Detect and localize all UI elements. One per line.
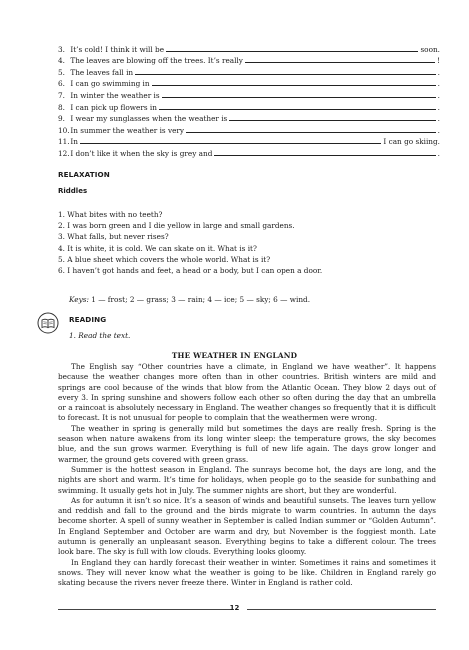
answer-blank[interactable] bbox=[162, 97, 436, 98]
relaxation-heading: RELAXATION bbox=[58, 170, 110, 179]
page-number: 12 bbox=[229, 604, 240, 612]
exercise-ending: . bbox=[437, 148, 440, 158]
exercise-text: In summer the weather is very bbox=[70, 125, 185, 135]
exercise-text: I wear my sunglasses when the weather is bbox=[70, 114, 228, 124]
exercise-text: 4. bbox=[58, 56, 65, 66]
answer-blank[interactable] bbox=[229, 120, 435, 121]
fill-in-exercise bbox=[58, 42, 440, 158]
exercise-ending: . bbox=[437, 90, 440, 100]
exercise-line bbox=[58, 88, 440, 100]
riddle-item: 2. I was born green and I die yellow in large and small gardens. bbox=[58, 221, 295, 231]
riddle-keys bbox=[69, 295, 310, 304]
exercise-line bbox=[58, 65, 440, 77]
exercise-line bbox=[58, 112, 440, 124]
answer-blank[interactable] bbox=[214, 155, 435, 156]
answer-blank[interactable] bbox=[186, 132, 436, 133]
exercise-line bbox=[58, 123, 440, 135]
reading-text bbox=[58, 362, 436, 589]
paragraph: Summer is the hottest season in England. The sunrays become hot, the days are long, and the nights are short and warm. It’s time for holidays, when people go to the seaside for sunbathing and swimming. It usually gets hot in July. The summer nights are short, but they are wonderful. bbox=[58, 464, 436, 495]
footer-divider-right bbox=[247, 609, 436, 610]
paragraph: In England they can hardly forecast their weather in winter. Sometimes it rains and sometimes it snows. They will never know what the weather is going to be like. Children in England rarely go skating because the rivers never freeze there. Winter in England is rather cold. bbox=[58, 557, 436, 588]
exercise-text: 5. bbox=[58, 67, 65, 77]
exercise-ending: . bbox=[437, 102, 440, 112]
exercise-text: I can go swimming in bbox=[70, 79, 150, 89]
riddle-item: 3. What falls, but never rises? bbox=[58, 232, 169, 242]
exercise-text: 8. bbox=[58, 102, 65, 112]
exercise-text: I don’t like it when the sky is grey and bbox=[70, 148, 213, 158]
exercise-ending: . bbox=[437, 67, 440, 77]
exercise-text: 6. bbox=[58, 79, 65, 89]
exercise-ending: . bbox=[437, 114, 440, 124]
exercise-text: 11. bbox=[58, 137, 70, 147]
exercise-ending: soon. bbox=[420, 44, 440, 54]
exercise-text: 10. bbox=[58, 125, 70, 135]
exercise-text: 9. bbox=[58, 114, 65, 124]
riddle-item: 4. It is white, it is cold. We can skate on it. What is it? bbox=[58, 243, 257, 253]
riddle-item: 5. A blue sheet which covers the whole world. What is it? bbox=[58, 254, 271, 264]
exercise-line bbox=[58, 100, 440, 112]
exercise-text: 12. bbox=[58, 148, 70, 158]
riddle-item: 6. I haven’t got hands and feet, a head or a body, but I can open a door. bbox=[58, 265, 323, 275]
keys-answers: 1 — frost; 2 — grass; 3 — rain; 4 — ice; 5 — sky; 6 — wind. bbox=[88, 295, 311, 304]
paragraph: The English say “Other countries have a climate, in England we have weather”. It happens because the weather changes more often than in other countries. British winters are mild and springs are cool because of the winds that blow from the Atlantic Ocean. They blow 2 days out of every 3. In spring sunshine and showers follow each other so often during the day that an umbrella or a raincoat is absolutely necessary in England. The weather changes so frequently that it is difficult to forecast. It is not unusual for people to complain that the weathermen were wrong. bbox=[58, 362, 436, 423]
exercise-line bbox=[58, 146, 440, 158]
paragraph: The weather in spring is generally mild but sometimes the days are really fresh. Spring is the season when nature awakens from its long winter sleep: the temperature grows, the sky becomes blue, and the sun grows warmer. Everything is full of new life again. The days grow longer and warmer, the ground gets covered with green grass. bbox=[58, 423, 436, 464]
exercise-line bbox=[58, 135, 440, 147]
exercise-text: In bbox=[70, 137, 78, 147]
exercise-line bbox=[58, 42, 440, 54]
paragraph: As for autumn it isn’t so nice. It’s a season of winds and beautiful sunsets. The leaves turn yellow and reddish and fall to the ground and the birds migrate to warm countries. In autumn the days become shorter. A spell of sunny weather in September is called Indian summer or “Golden Autumn”. In England September and October are warm and dry, but November is the foggiest month. Late autumn is generally an unpleasant season. Everything begins to take a different colour. The trees look bare. The sky is full with low clouds. Everything looks gloomy. bbox=[58, 495, 436, 557]
exercise-line bbox=[58, 77, 440, 89]
exercise-line bbox=[58, 54, 440, 66]
reading-task: 1. Read the text. bbox=[69, 331, 131, 340]
exercise-ending: . bbox=[437, 79, 440, 89]
riddles-subheading: Riddles bbox=[58, 187, 88, 195]
exercise-text: It’s cold! I think it will be bbox=[70, 44, 165, 54]
exercise-text: 7. bbox=[58, 90, 65, 100]
answer-blank[interactable] bbox=[80, 143, 382, 144]
exercise-ending: ! bbox=[437, 56, 440, 66]
answer-blank[interactable] bbox=[159, 109, 436, 110]
answer-blank[interactable] bbox=[152, 85, 436, 86]
riddle-item: 1. What bites with no teeth? bbox=[58, 210, 163, 219]
exercise-text: In winter the weather is bbox=[70, 90, 160, 100]
answer-blank[interactable] bbox=[166, 51, 418, 52]
riddle-list bbox=[58, 209, 443, 276]
exercise-ending: . bbox=[437, 125, 440, 135]
book-icon bbox=[37, 312, 59, 334]
answer-blank[interactable] bbox=[245, 62, 435, 63]
exercise-text: 3. bbox=[58, 44, 65, 54]
exercise-text: I can pick up flowers in bbox=[70, 102, 157, 112]
answer-blank[interactable] bbox=[135, 74, 436, 75]
reading-heading: READING bbox=[69, 315, 107, 324]
exercise-ending: I can go skiing. bbox=[383, 137, 440, 147]
exercise-text: The leaves fall in bbox=[70, 67, 134, 77]
keys-label: Keys: bbox=[69, 295, 89, 304]
text-title: THE WEATHER IN ENGLAND bbox=[171, 351, 298, 360]
exercise-text: The leaves are blowing off the trees. It’s really bbox=[70, 56, 243, 66]
